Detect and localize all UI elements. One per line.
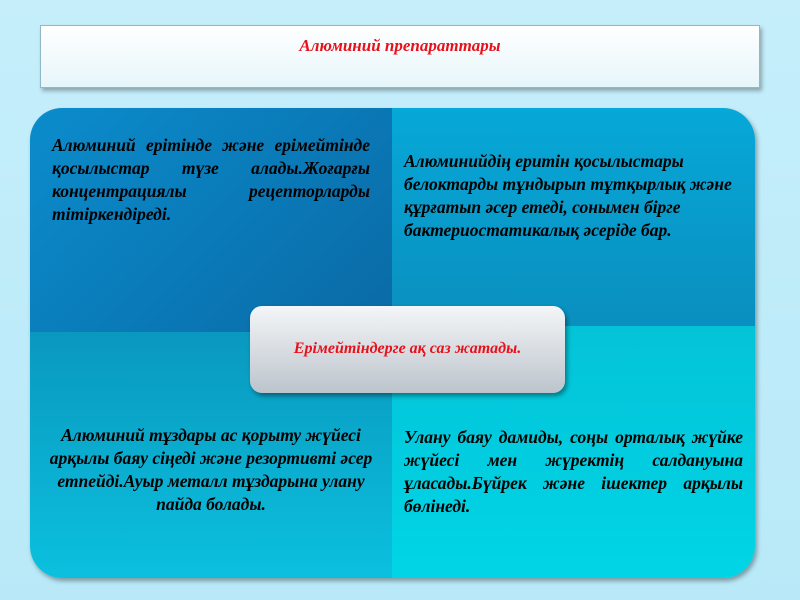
title-box [40, 25, 760, 88]
quadrant-top-right: Алюминийдің еритін қосылыстары белоктарды тұндырып тұтқырлық және құрғатып әсер етеді, сонымен бірге бактериостатикалық әсеріде бар. [392, 108, 755, 326]
quadrant-bottom-left: Алюминий тұздары ас қорыту жүйесі арқылы баяу сіңеді және резортивті әсер етпейді.Ауыр металл тұздарына улану пайда болады. [30, 332, 392, 578]
center-box [250, 306, 565, 393]
slide-title: Алюминий препараттары [299, 36, 501, 55]
quadrant-top-left: Алюминий ерітінде және ерімейтінде қосылыстар түзе алады.Жоғарғы концентрациялы рецепторларды тітіркендіреді. [30, 108, 392, 332]
center-text: Ерімейтіндерге ақ саз жатады. [293, 340, 522, 357]
quadrant-bottom-right: Улану баяу дамиды, соңы орталық жүйке жүйесі мен жүректің салдануына ұласады.Бүйрек және ішектер арқылы бөлінеді. [392, 326, 755, 578]
